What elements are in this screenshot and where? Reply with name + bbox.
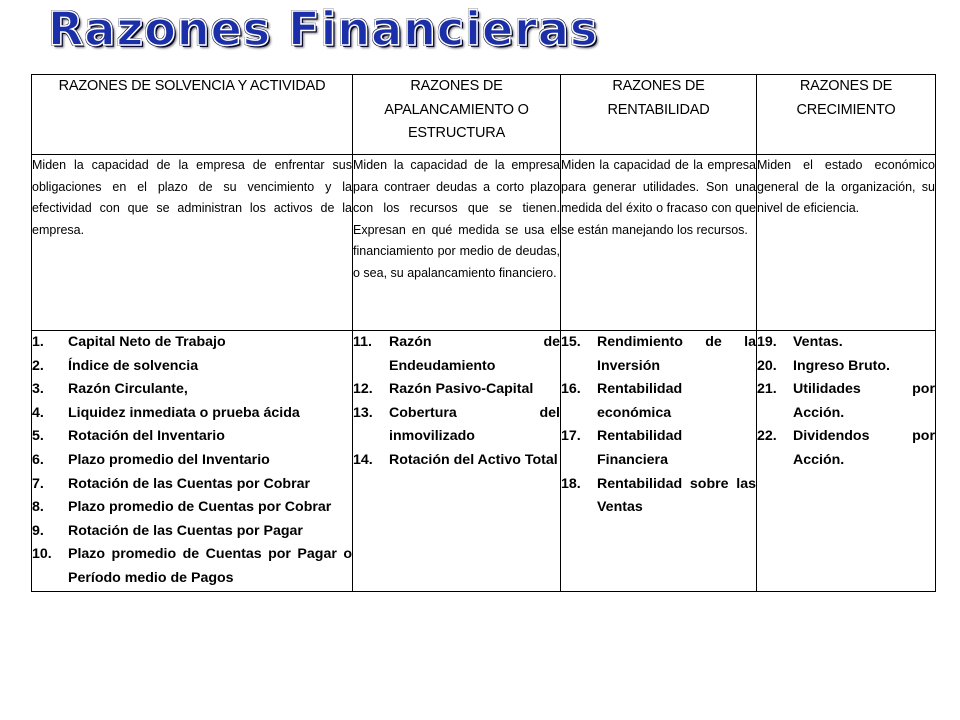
item-number: 11. (353, 334, 372, 350)
item-label: Liquidez inmediata o prueba ácida (68, 404, 300, 421)
item-number: 21. (757, 381, 777, 398)
item-label: Plazo promedio de Cuentas por Cobrar (68, 499, 332, 516)
item-number: 16. (561, 381, 581, 398)
column-header-solvencia: RAZONES DE SOLVENCIA Y ACTIVIDAD (32, 75, 353, 155)
list-item (32, 496, 352, 520)
column-header-apalancamiento: RAZONES DE APALANCAMIENTO O ESTRUCTURA (353, 75, 561, 155)
item-number: 19. (757, 334, 777, 350)
item-label: Rotación del Activo Total (389, 451, 558, 468)
item-label: Razón Circulante, (68, 381, 188, 398)
item-number: 9. (32, 522, 44, 539)
list-item (353, 449, 560, 473)
list-item (561, 425, 756, 472)
item-number: 20. (757, 357, 777, 374)
items-cell-solvencia (32, 331, 353, 592)
item-label: Razón de Endeudamiento (389, 334, 560, 374)
item-number: 12. (353, 381, 373, 398)
list-item (353, 378, 560, 402)
item-label: Rendimiento de la Inversión (597, 334, 756, 374)
list-item (757, 355, 935, 379)
list-item (32, 355, 352, 379)
item-label: Rotación de las Cuentas por Cobrar (68, 475, 311, 492)
ratios-table (31, 74, 936, 592)
item-number: 4. (32, 404, 44, 421)
item-label: Capital Neto de Trabajo (68, 334, 226, 350)
item-number: 3. (32, 381, 44, 398)
item-number: 5. (32, 428, 44, 445)
list-item (561, 473, 756, 520)
items-cell-rentabilidad (561, 331, 757, 592)
list-item (32, 543, 352, 590)
ratio-list-apalancamiento (353, 331, 560, 473)
list-item (32, 520, 352, 544)
item-number: 18. (561, 475, 581, 492)
items-cell-crecimiento (757, 331, 936, 592)
list-item (353, 402, 560, 449)
item-label: Rentabilidad económica (597, 381, 683, 421)
item-label: Rentabilidad sobre las Ventas (597, 475, 756, 516)
item-label: Plazo promedio del Inventario (68, 451, 270, 468)
item-number: 10. (32, 546, 52, 563)
description-crecimiento: Miden el estado económico general de la organización, su nivel de eficiencia. (757, 155, 936, 331)
description-solvencia: Miden la capacidad de la empresa de enfrentar sus obligaciones en el plazo de su vencimiento y la efectividad con que se administran los activos de la empresa. (32, 155, 353, 331)
ratio-list-solvencia (32, 331, 352, 591)
list-item (32, 425, 352, 449)
item-label: Plazo promedio de Cuentas por Pagar o Período medio de Pagos (68, 546, 352, 586)
list-item (32, 473, 352, 497)
item-label: Rentabilidad Financiera (597, 428, 683, 468)
item-number: 22. (757, 428, 777, 445)
item-number: 6. (32, 451, 44, 468)
item-label: Ventas. (793, 334, 843, 350)
item-number: 7. (32, 475, 44, 492)
item-label: Utilidades por Acción. (793, 381, 935, 421)
item-label: Índice de solvencia (68, 357, 199, 374)
description-row (32, 155, 936, 331)
list-item (32, 449, 352, 473)
description-apalancamiento: Miden la capacidad de la empresa para contraer deudas a corto plazo con los recursos que se tienen. Expresan en qué medida se usa el financiamiento por medio de deudas, o sea, su apalancamiento financiero. (353, 155, 561, 331)
items-cell-apalancamiento (353, 331, 561, 592)
item-number: 13. (353, 404, 373, 421)
list-item (561, 331, 756, 378)
header-row (32, 75, 936, 155)
column-header-rentabilidad: RAZONES DE RENTABILIDAD (561, 75, 757, 155)
item-number: 17. (561, 428, 581, 445)
items-row (32, 331, 936, 592)
item-number: 15. (561, 334, 581, 350)
list-item (757, 331, 935, 355)
item-number: 1. (32, 334, 44, 350)
list-item (353, 331, 560, 378)
list-item (561, 378, 756, 425)
list-item (32, 331, 352, 355)
ratio-list-rentabilidad (561, 331, 756, 520)
description-rentabilidad: Miden la capacidad de la empresa para generar utilidades. Son una medida del éxito o fracaso con que se están manejando los recursos. (561, 155, 757, 331)
column-header-crecimiento: RAZONES DE CRECIMIENTO (757, 75, 936, 155)
item-number: 8. (32, 499, 44, 516)
item-label: Cobertura del inmovilizado (389, 404, 560, 445)
item-label: Rotación de las Cuentas por Pagar (68, 522, 303, 539)
item-label: Ingreso Bruto. (793, 357, 890, 374)
list-item (32, 402, 352, 426)
ratio-list-crecimiento (757, 331, 935, 473)
item-number: 14. (353, 451, 373, 468)
item-label: Rotación del Inventario (68, 428, 225, 445)
item-label: Dividendos por Acción. (793, 428, 935, 468)
item-number: 2. (32, 357, 44, 374)
item-label: Razón Pasivo-Capital (389, 381, 534, 398)
list-item (757, 378, 935, 425)
list-item (32, 378, 352, 402)
list-item (757, 425, 935, 472)
page-title: Razones Financieras (48, 2, 599, 56)
